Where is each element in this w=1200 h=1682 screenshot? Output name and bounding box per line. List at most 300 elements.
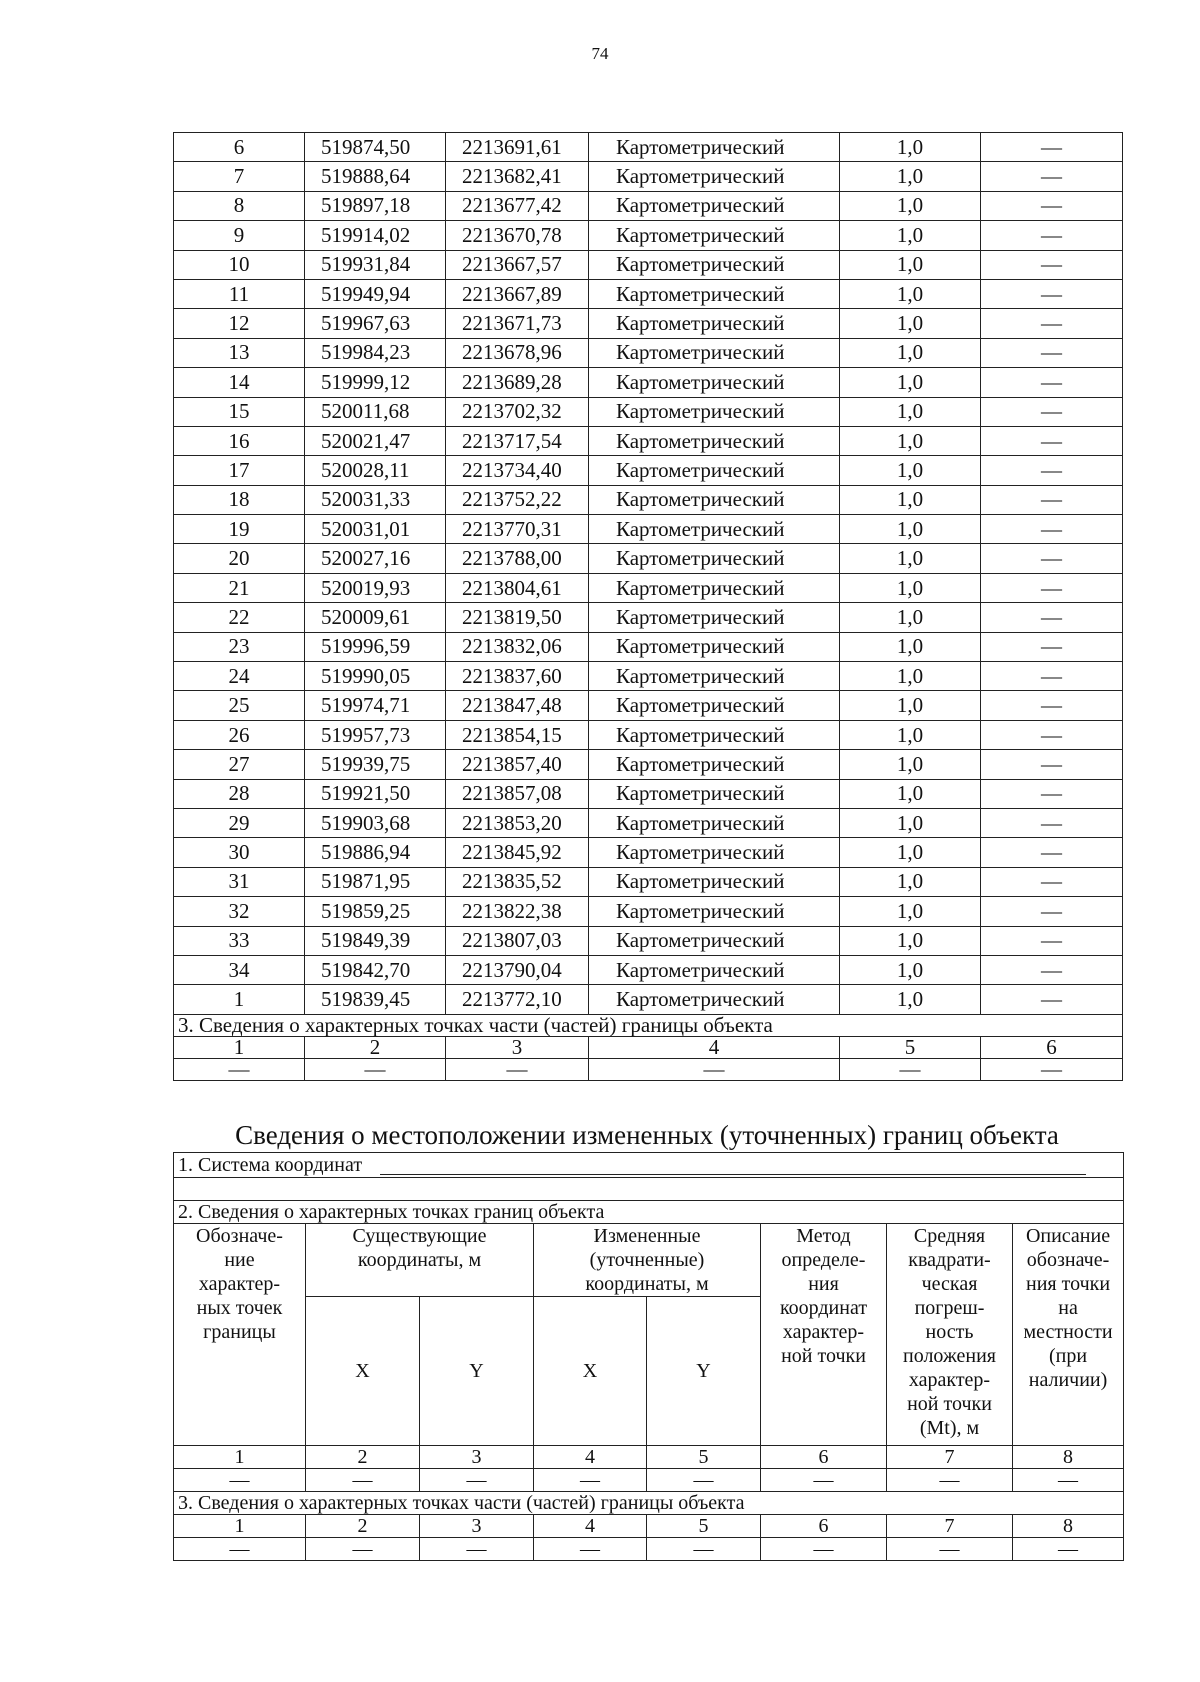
column-number-cell: 2 xyxy=(306,1446,420,1469)
y-coordinate-cell: 2213804,61 xyxy=(446,573,589,602)
dash-cell: — xyxy=(761,1469,887,1492)
y-coordinate-cell: 2213667,89 xyxy=(446,279,589,308)
table-row xyxy=(174,368,1123,397)
method-cell: Картометрический xyxy=(589,955,840,984)
column-number-cell: 2 xyxy=(306,1515,420,1538)
x-coordinate-cell: 520027,16 xyxy=(305,544,446,573)
table-row xyxy=(174,191,1123,220)
column-number-cell: 3 xyxy=(420,1515,534,1538)
mean-error-cell: 1,0 xyxy=(840,515,981,544)
dash-cell: — xyxy=(306,1538,420,1561)
point-number-cell: 29 xyxy=(174,808,305,837)
method-cell: Картометрический xyxy=(589,838,840,867)
method-cell: Картометрический xyxy=(589,368,840,397)
header-text-line: (уточненные) xyxy=(589,1249,705,1271)
mean-error-cell: 1,0 xyxy=(840,573,981,602)
y-coordinate-cell: 2213819,50 xyxy=(446,603,589,632)
point-number-cell: 21 xyxy=(174,573,305,602)
y-coordinate-cell: 2213671,73 xyxy=(446,309,589,338)
table-row xyxy=(174,397,1123,426)
column-number-cell: 8 xyxy=(1013,1515,1124,1538)
section2-title: 2. Сведения о характерных точках границ объекта xyxy=(174,1201,1124,1224)
header-text-line: (при xyxy=(1048,1345,1088,1367)
header-changed-coords xyxy=(534,1224,761,1297)
method-cell: Картометрический xyxy=(589,632,840,661)
column-number-cell: 5 xyxy=(840,1036,981,1058)
description-cell: — xyxy=(981,603,1123,632)
table-row xyxy=(174,426,1123,455)
mean-error-cell: 1,0 xyxy=(840,338,981,367)
mean-error-cell: 1,0 xyxy=(840,133,981,162)
y-coordinate-cell: 2213853,20 xyxy=(446,808,589,837)
header-text-line: характер- xyxy=(782,1321,865,1343)
table-row xyxy=(174,456,1123,485)
table-row xyxy=(174,867,1123,896)
y-coordinate-cell: 2213847,48 xyxy=(446,691,589,720)
method-cell: Картометрический xyxy=(589,191,840,220)
point-number-cell: 18 xyxy=(174,485,305,514)
point-number-cell: 27 xyxy=(174,750,305,779)
column-number-cell: 4 xyxy=(534,1515,647,1538)
column-number-cell: 4 xyxy=(589,1036,840,1058)
table-row xyxy=(174,720,1123,749)
dash-cell: — xyxy=(446,1058,589,1080)
description-cell: — xyxy=(981,720,1123,749)
x-coordinate-cell: 519990,05 xyxy=(305,662,446,691)
table-row xyxy=(174,926,1123,955)
description-cell: — xyxy=(981,250,1123,279)
point-number-cell: 32 xyxy=(174,897,305,926)
x-coordinate-cell: 519914,02 xyxy=(305,221,446,250)
header-changed-y: Y xyxy=(647,1297,761,1446)
section3-title: 3. Сведения о характерных точках части (частей) границы объекта xyxy=(174,1492,1124,1515)
x-coordinate-cell: 519957,73 xyxy=(305,720,446,749)
point-number-cell: 16 xyxy=(174,426,305,455)
description-cell: — xyxy=(981,279,1123,308)
mean-error-cell: 1,0 xyxy=(840,779,981,808)
description-cell: — xyxy=(981,779,1123,808)
x-coordinate-cell: 519996,59 xyxy=(305,632,446,661)
x-coordinate-cell: 519949,94 xyxy=(305,279,446,308)
dash-cell: — xyxy=(174,1469,306,1492)
description-cell: — xyxy=(981,750,1123,779)
y-coordinate-cell: 2213752,22 xyxy=(446,485,589,514)
dash-cell: — xyxy=(534,1469,647,1492)
description-cell: — xyxy=(981,221,1123,250)
point-number-cell: 33 xyxy=(174,926,305,955)
column-number-cell: 5 xyxy=(647,1515,761,1538)
changed-boundaries-table xyxy=(173,1152,1124,1561)
description-cell: — xyxy=(981,808,1123,837)
column-number-cell: 6 xyxy=(761,1446,887,1469)
x-coordinate-cell: 520011,68 xyxy=(305,397,446,426)
header-row-1 xyxy=(174,1224,1124,1297)
mean-error-cell: 1,0 xyxy=(840,426,981,455)
method-cell: Картометрический xyxy=(589,720,840,749)
header-text-line: определе- xyxy=(781,1249,866,1271)
dash-cell: — xyxy=(840,1058,981,1080)
point-number-cell: 14 xyxy=(174,368,305,397)
method-cell: Картометрический xyxy=(589,779,840,808)
point-number-cell: 19 xyxy=(174,515,305,544)
method-cell: Картометрический xyxy=(589,397,840,426)
header-text-line: квадрати- xyxy=(908,1249,991,1271)
header-text-line: положения xyxy=(903,1345,996,1367)
dash-cell: — xyxy=(647,1469,761,1492)
mean-error-cell: 1,0 xyxy=(840,191,981,220)
point-number-cell: 10 xyxy=(174,250,305,279)
x-coordinate-cell: 519888,64 xyxy=(305,162,446,191)
description-cell: — xyxy=(981,955,1123,984)
description-cell: — xyxy=(981,426,1123,455)
header-text-line: ческая xyxy=(921,1273,978,1295)
point-number-cell: 13 xyxy=(174,338,305,367)
mean-error-cell: 1,0 xyxy=(840,926,981,955)
mean-error-cell: 1,0 xyxy=(840,279,981,308)
table-row xyxy=(174,603,1123,632)
mean-error-cell: 1,0 xyxy=(840,632,981,661)
section3-title-row xyxy=(174,1492,1124,1515)
y-coordinate-cell: 2213691,61 xyxy=(446,133,589,162)
y-coordinate-cell: 2213772,10 xyxy=(446,985,589,1014)
x-coordinate-cell: 519839,45 xyxy=(305,985,446,1014)
table-row xyxy=(174,955,1123,984)
method-cell: Картометрический xyxy=(589,162,840,191)
section3-values-row xyxy=(174,1538,1124,1561)
y-coordinate-cell: 2213689,28 xyxy=(446,368,589,397)
header-text-line: координат xyxy=(779,1297,868,1319)
header-text-line: обозначе- xyxy=(1026,1249,1110,1271)
description-cell: — xyxy=(981,162,1123,191)
point-number-cell: 28 xyxy=(174,779,305,808)
x-coordinate-cell: 520019,93 xyxy=(305,573,446,602)
point-number-cell: 11 xyxy=(174,279,305,308)
y-coordinate-cell: 2213857,40 xyxy=(446,750,589,779)
table-row xyxy=(174,515,1123,544)
header-text-line: ной точки xyxy=(781,1345,866,1367)
header-text-line: координаты, м xyxy=(585,1273,709,1295)
method-cell: Картометрический xyxy=(589,867,840,896)
dash-cell: — xyxy=(647,1538,761,1561)
spacer-row xyxy=(174,1178,1124,1201)
header-text-line: погреш- xyxy=(914,1297,985,1319)
point-number-cell: 31 xyxy=(174,867,305,896)
method-cell: Картометрический xyxy=(589,691,840,720)
description-cell: — xyxy=(981,691,1123,720)
table-row xyxy=(174,662,1123,691)
header-existing-y: Y xyxy=(420,1297,534,1446)
description-cell: — xyxy=(981,544,1123,573)
column-number-cell: 1 xyxy=(174,1036,305,1058)
description-cell: — xyxy=(981,456,1123,485)
point-number-cell: 12 xyxy=(174,309,305,338)
header-text-line: местности xyxy=(1023,1321,1113,1343)
table-row xyxy=(174,573,1123,602)
point-number-cell: 22 xyxy=(174,603,305,632)
x-coordinate-cell: 519859,25 xyxy=(305,897,446,926)
table-row xyxy=(174,544,1123,573)
table-row xyxy=(174,279,1123,308)
method-cell: Картометрический xyxy=(589,133,840,162)
x-coordinate-cell: 519842,70 xyxy=(305,955,446,984)
dash-cell: — xyxy=(887,1469,1013,1492)
method-cell: Картометрический xyxy=(589,309,840,338)
description-cell: — xyxy=(981,368,1123,397)
x-coordinate-cell: 519967,63 xyxy=(305,309,446,338)
coord-system-blank xyxy=(380,1156,1086,1175)
x-coordinate-cell: 519921,50 xyxy=(305,779,446,808)
mean-error-cell: 1,0 xyxy=(840,985,981,1014)
column-number-cell: 7 xyxy=(887,1446,1013,1469)
x-coordinate-cell: 519903,68 xyxy=(305,808,446,837)
description-cell: — xyxy=(981,397,1123,426)
point-number-cell: 26 xyxy=(174,720,305,749)
point-number-cell: 15 xyxy=(174,397,305,426)
header-point-designation xyxy=(174,1224,306,1446)
dash-cell: — xyxy=(174,1058,305,1080)
header-text-line: ния точки xyxy=(1026,1273,1111,1295)
table-row xyxy=(174,985,1123,1014)
column-number-cell: 3 xyxy=(446,1036,589,1058)
y-coordinate-cell: 2213854,15 xyxy=(446,720,589,749)
method-cell: Картометрический xyxy=(589,250,840,279)
table-row xyxy=(174,338,1123,367)
table-row xyxy=(174,808,1123,837)
point-number-cell: 1 xyxy=(174,985,305,1014)
y-coordinate-cell: 2213770,31 xyxy=(446,515,589,544)
mean-error-cell: 1,0 xyxy=(840,250,981,279)
description-cell: — xyxy=(981,662,1123,691)
dash-cell: — xyxy=(305,1058,446,1080)
method-cell: Картометрический xyxy=(589,338,840,367)
x-coordinate-cell: 519874,50 xyxy=(305,133,446,162)
header-text-line: ных точек xyxy=(196,1297,283,1319)
y-coordinate-cell: 2213734,40 xyxy=(446,456,589,485)
header-text-line: наличии) xyxy=(1028,1369,1108,1391)
x-coordinate-cell: 520028,11 xyxy=(305,456,446,485)
section3-numbers-row xyxy=(174,1036,1123,1058)
description-cell: — xyxy=(981,926,1123,955)
mean-error-cell: 1,0 xyxy=(840,691,981,720)
y-coordinate-cell: 2213807,03 xyxy=(446,926,589,955)
table-row xyxy=(174,250,1123,279)
description-cell: — xyxy=(981,485,1123,514)
header-text-line: ния xyxy=(808,1273,839,1295)
point-number-cell: 6 xyxy=(174,133,305,162)
x-coordinate-cell: 520031,01 xyxy=(305,515,446,544)
point-number-cell: 23 xyxy=(174,632,305,661)
point-number-cell: 25 xyxy=(174,691,305,720)
section3-numbers-row xyxy=(174,1515,1124,1538)
header-text-line: характер- xyxy=(908,1369,991,1391)
column-numbers-row xyxy=(174,1446,1124,1469)
header-description xyxy=(1013,1224,1124,1446)
page-number: 74 xyxy=(591,44,609,63)
mean-error-cell: 1,0 xyxy=(840,808,981,837)
x-coordinate-cell: 520009,61 xyxy=(305,603,446,632)
mean-error-cell: 1,0 xyxy=(840,456,981,485)
point-number-cell: 20 xyxy=(174,544,305,573)
boundary-points-table xyxy=(173,132,1123,1081)
method-cell: Картометрический xyxy=(589,603,840,632)
mean-error-cell: 1,0 xyxy=(840,368,981,397)
coord-system-label: 1. Система координат xyxy=(178,1154,363,1176)
x-coordinate-cell: 520031,33 xyxy=(305,485,446,514)
x-coordinate-cell: 519886,94 xyxy=(305,838,446,867)
header-text-line: Существующие xyxy=(352,1225,487,1247)
mean-error-cell: 1,0 xyxy=(840,221,981,250)
method-cell: Картометрический xyxy=(589,426,840,455)
empty-values-row xyxy=(174,1469,1124,1492)
header-text-line: (Mt), м xyxy=(919,1417,980,1439)
y-coordinate-cell: 2213835,52 xyxy=(446,867,589,896)
point-number-cell: 7 xyxy=(174,162,305,191)
dash-cell: — xyxy=(887,1538,1013,1561)
table-row xyxy=(174,897,1123,926)
method-cell: Картометрический xyxy=(589,221,840,250)
method-cell: Картометрический xyxy=(589,750,840,779)
table-row xyxy=(174,162,1123,191)
y-coordinate-cell: 2213670,78 xyxy=(446,221,589,250)
description-cell: — xyxy=(981,897,1123,926)
header-text-line: ной точки xyxy=(907,1393,992,1415)
header-text-line: Описание xyxy=(1025,1225,1111,1247)
mean-error-cell: 1,0 xyxy=(840,867,981,896)
dash-cell: — xyxy=(534,1538,647,1561)
description-cell: — xyxy=(981,867,1123,896)
point-number-cell: 30 xyxy=(174,838,305,867)
section3-title: 3. Сведения о характерных точках части (частей) границы объекта xyxy=(174,1014,1123,1036)
x-coordinate-cell: 519939,75 xyxy=(305,750,446,779)
x-coordinate-cell: 519984,23 xyxy=(305,338,446,367)
dash-cell: — xyxy=(174,1538,306,1561)
method-cell: Картометрический xyxy=(589,485,840,514)
table-row xyxy=(174,485,1123,514)
method-cell: Картометрический xyxy=(589,279,840,308)
mean-error-cell: 1,0 xyxy=(840,955,981,984)
header-text-line: Измененные xyxy=(593,1225,701,1247)
description-cell: — xyxy=(981,338,1123,367)
header-text-line: ность xyxy=(925,1321,974,1343)
mean-error-cell: 1,0 xyxy=(840,720,981,749)
description-cell: — xyxy=(981,309,1123,338)
table-row xyxy=(174,691,1123,720)
y-coordinate-cell: 2213837,60 xyxy=(446,662,589,691)
y-coordinate-cell: 2213790,04 xyxy=(446,955,589,984)
y-coordinate-cell: 2213677,42 xyxy=(446,191,589,220)
header-text-line: Средняя xyxy=(913,1225,986,1247)
y-coordinate-cell: 2213788,00 xyxy=(446,544,589,573)
table-row xyxy=(174,750,1123,779)
x-coordinate-cell: 519999,12 xyxy=(305,368,446,397)
header-text-line: Метод xyxy=(796,1225,851,1247)
table-row xyxy=(174,838,1123,867)
point-number-cell: 17 xyxy=(174,456,305,485)
method-cell: Картометрический xyxy=(589,662,840,691)
dash-cell: — xyxy=(420,1538,534,1561)
mean-error-cell: 1,0 xyxy=(840,544,981,573)
method-cell: Картометрический xyxy=(589,808,840,837)
mean-error-cell: 1,0 xyxy=(840,750,981,779)
dash-cell: — xyxy=(1013,1538,1124,1561)
section3-values-row xyxy=(174,1058,1123,1080)
description-cell: — xyxy=(981,632,1123,661)
description-cell: — xyxy=(981,515,1123,544)
description-cell: — xyxy=(981,573,1123,602)
mean-error-cell: 1,0 xyxy=(840,397,981,426)
mean-error-cell: 1,0 xyxy=(840,897,981,926)
method-cell: Картометрический xyxy=(589,515,840,544)
header-text-line: ние xyxy=(224,1249,255,1271)
column-number-cell: 1 xyxy=(174,1515,306,1538)
description-cell: — xyxy=(981,985,1123,1014)
column-number-cell: 3 xyxy=(420,1446,534,1469)
y-coordinate-cell: 2213717,54 xyxy=(446,426,589,455)
column-number-cell: 6 xyxy=(761,1515,887,1538)
x-coordinate-cell: 520021,47 xyxy=(305,426,446,455)
column-number-cell: 2 xyxy=(305,1036,446,1058)
mean-error-cell: 1,0 xyxy=(840,485,981,514)
description-cell: — xyxy=(981,191,1123,220)
method-cell: Картометрический xyxy=(589,544,840,573)
dash-cell: — xyxy=(1013,1469,1124,1492)
changed-boundaries-heading: Сведения о местоположении измененных (уточненных) границ объекта xyxy=(235,1120,1059,1150)
dash-cell: — xyxy=(761,1538,887,1561)
header-changed-x: X xyxy=(534,1297,647,1446)
column-number-cell: 7 xyxy=(887,1515,1013,1538)
header-text-line: на xyxy=(1058,1297,1078,1319)
y-coordinate-cell: 2213822,38 xyxy=(446,897,589,926)
dash-cell: — xyxy=(981,1058,1123,1080)
x-coordinate-cell: 519897,18 xyxy=(305,191,446,220)
x-coordinate-cell: 519931,84 xyxy=(305,250,446,279)
point-number-cell: 34 xyxy=(174,955,305,984)
header-existing-x: X xyxy=(306,1297,420,1446)
method-cell: Картометрический xyxy=(589,573,840,602)
column-number-cell: 8 xyxy=(1013,1446,1124,1469)
y-coordinate-cell: 2213667,57 xyxy=(446,250,589,279)
point-number-cell: 8 xyxy=(174,191,305,220)
mean-error-cell: 1,0 xyxy=(840,838,981,867)
header-text-line: характер- xyxy=(198,1273,281,1295)
description-cell: — xyxy=(981,133,1123,162)
dash-cell: — xyxy=(589,1058,840,1080)
y-coordinate-cell: 2213702,32 xyxy=(446,397,589,426)
method-cell: Картометрический xyxy=(589,926,840,955)
dash-cell: — xyxy=(420,1469,534,1492)
table-row xyxy=(174,133,1123,162)
dash-cell: — xyxy=(306,1469,420,1492)
method-cell: Картометрический xyxy=(589,897,840,926)
column-number-cell: 4 xyxy=(534,1446,647,1469)
x-coordinate-cell: 519871,95 xyxy=(305,867,446,896)
mean-error-cell: 1,0 xyxy=(840,162,981,191)
x-coordinate-cell: 519974,71 xyxy=(305,691,446,720)
section2-title-row xyxy=(174,1201,1124,1224)
column-number-cell: 6 xyxy=(981,1036,1123,1058)
header-existing-coords xyxy=(306,1224,534,1297)
column-number-cell: 1 xyxy=(174,1446,306,1469)
table-row xyxy=(174,221,1123,250)
y-coordinate-cell: 2213678,96 xyxy=(446,338,589,367)
y-coordinate-cell: 2213845,92 xyxy=(446,838,589,867)
method-cell: Картометрический xyxy=(589,985,840,1014)
point-number-cell: 24 xyxy=(174,662,305,691)
method-cell: Картометрический xyxy=(589,456,840,485)
header-method xyxy=(761,1224,887,1446)
point-number-cell: 9 xyxy=(174,221,305,250)
y-coordinate-cell: 2213857,08 xyxy=(446,779,589,808)
